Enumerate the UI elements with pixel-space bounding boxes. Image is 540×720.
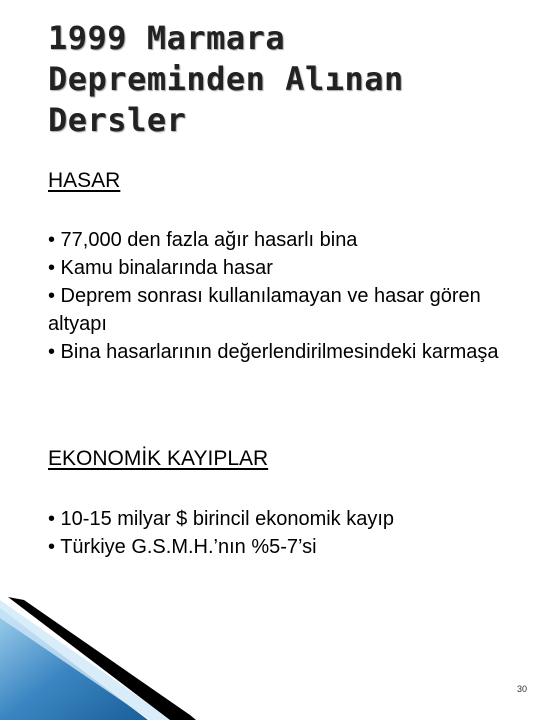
list-item: • 10-15 milyar $ birincil ekonomik kayıp <box>48 508 395 530</box>
corner-light-streak <box>0 600 172 720</box>
bullet-list-ekonomik <box>48 505 518 561</box>
bullet-list-hasar <box>48 226 518 366</box>
list-item: • Deprem sonrası kullanılamayan ve hasar gören altyapı <box>48 285 481 335</box>
list-item: • Kamu binalarında hasar <box>48 257 273 279</box>
page-number: 30 <box>516 684 527 694</box>
corner-black-swoosh <box>8 597 196 720</box>
page-title <box>48 18 518 141</box>
title-line: Dersler <box>48 101 187 139</box>
corner-blue-wedge <box>0 608 148 720</box>
title-line: Depreminden Alınan <box>48 60 404 98</box>
section-heading-hasar[interactable]: HASAR <box>48 169 121 192</box>
list-item: • Türkiye G.S.M.H.’nın %5-7’si <box>48 536 317 558</box>
list-item: • Bina hasarlarının değerlendirilmesindeki karmaşa <box>48 341 499 363</box>
title-line: 1999 Marmara <box>48 19 286 57</box>
section-heading-ekonomik[interactable]: EKONOMİK KAYIPLAR <box>48 447 269 470</box>
list-item: • 77,000 den fazla ağır hasarlı bina <box>48 229 358 251</box>
